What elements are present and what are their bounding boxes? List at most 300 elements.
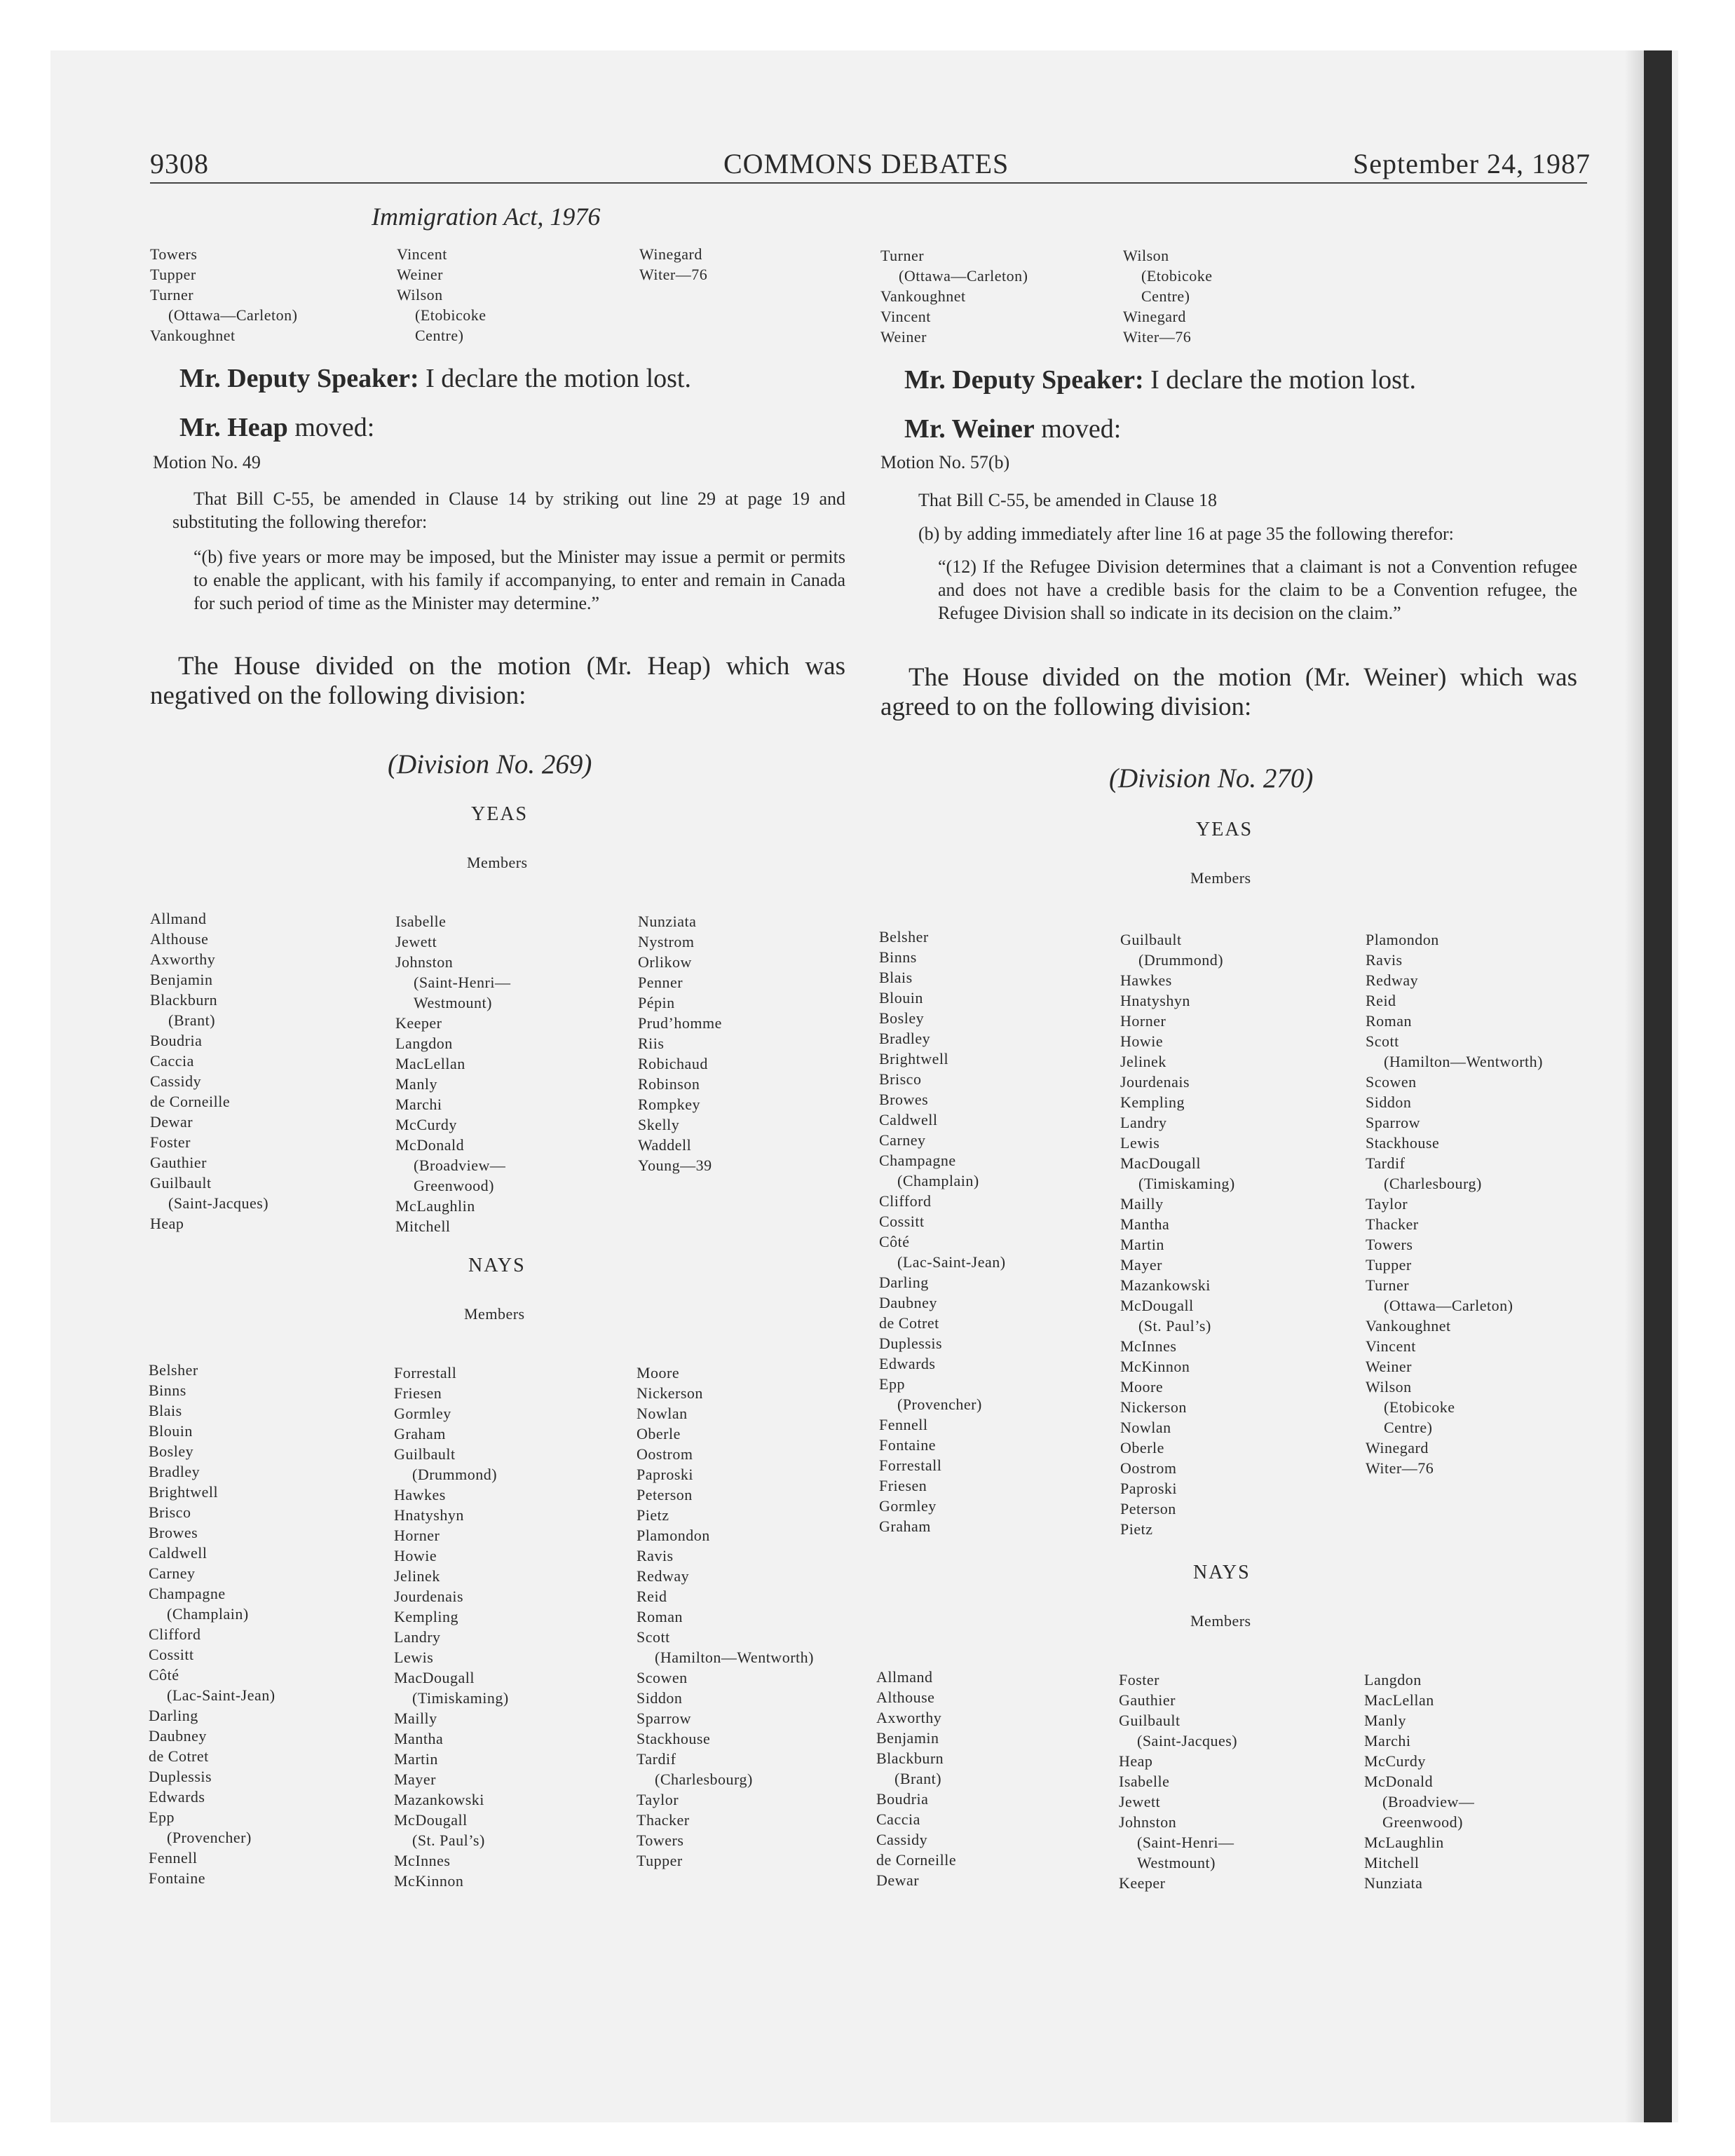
member-name: (Brant) (168, 1011, 216, 1029)
member-name: Browes (149, 1524, 198, 1541)
member-name: Centre) (1384, 1419, 1433, 1436)
member-name: Althouse (150, 930, 209, 948)
member-name: Jewett (1119, 1793, 1161, 1810)
member-name: Benjamin (150, 971, 213, 988)
member-name: Marchi (1364, 1732, 1411, 1749)
mover-text: moved: (287, 413, 375, 442)
member-name: Carney (149, 1564, 196, 1582)
member-name: Howie (1120, 1032, 1164, 1050)
member-name: Greenwood) (414, 1177, 494, 1194)
member-name: Blackburn (876, 1749, 944, 1767)
left-speaker-line (179, 363, 691, 394)
member-name: (Champlain) (897, 1172, 979, 1189)
member-name: Daubney (879, 1294, 937, 1311)
member-name: (Lac-Saint-Jean) (897, 1253, 1006, 1271)
member-name: Guilbault (1120, 931, 1182, 948)
member-name: Guilbault (394, 1445, 456, 1463)
member-name: Landry (394, 1628, 441, 1646)
member-name: Mitchell (395, 1217, 451, 1235)
member-name: Duplessis (149, 1768, 212, 1785)
member-name: MacLellan (1364, 1691, 1434, 1709)
member-name: Langdon (1364, 1671, 1422, 1688)
member-name: Ravis (637, 1547, 674, 1564)
member-name: Siddon (637, 1689, 683, 1707)
member-name: Reid (1366, 992, 1396, 1009)
member-name: Graham (394, 1425, 446, 1442)
member-name: Martin (1120, 1236, 1164, 1253)
member-name: Duplessis (879, 1335, 943, 1352)
member-name: McInnes (1120, 1337, 1177, 1355)
member-name: Forrestall (879, 1456, 942, 1474)
member-name: Lewis (1120, 1134, 1160, 1152)
member-name: McDougall (1120, 1297, 1194, 1314)
member-name: Pépin (638, 994, 675, 1011)
right-nays-col-2 (1119, 1670, 1237, 1893)
member-name: Dewar (150, 1113, 193, 1131)
member-name: Clifford (149, 1625, 201, 1643)
member-name: (Saint-Jacques) (168, 1194, 269, 1212)
member-name: Young—39 (638, 1157, 712, 1174)
member-name: Blais (149, 1402, 182, 1419)
member-name: Peterson (637, 1486, 693, 1503)
member-name: Riis (638, 1035, 665, 1052)
member-name: (Drummond) (412, 1466, 498, 1483)
member-name: Allmand (876, 1668, 933, 1686)
member-name: Tupper (637, 1852, 683, 1869)
member-name: Mantha (1120, 1215, 1170, 1233)
speaker-text: I declare the motion lost. (1143, 365, 1416, 395)
member-name: Rompkey (638, 1096, 701, 1113)
member-name: MacDougall (1120, 1154, 1201, 1172)
member-name: Vankoughnet (880, 287, 966, 305)
member-name: Friesen (879, 1477, 927, 1494)
member-name: Prud’homme (638, 1014, 722, 1032)
member-name: Taylor (637, 1791, 679, 1808)
member-name: Mazankowski (1120, 1276, 1211, 1294)
member-name: de Cotret (149, 1747, 209, 1765)
member-name: Mailly (1120, 1195, 1164, 1213)
member-name: (Ottawa—Carleton) (168, 306, 298, 324)
member-name: Landry (1120, 1114, 1167, 1131)
member-name: (Saint-Jacques) (1137, 1732, 1238, 1749)
member-name: (Lac-Saint-Jean) (167, 1686, 275, 1704)
member-name: Peterson (1120, 1500, 1176, 1517)
member-name: Reid (637, 1588, 667, 1605)
right-yeas-col-3 (1366, 929, 1543, 1478)
member-name: Centre) (1141, 287, 1190, 305)
member-name: Kempling (1120, 1093, 1185, 1111)
member-name: Siddon (1366, 1093, 1412, 1111)
member-name: Vincent (397, 245, 447, 263)
left-yeas-col-2 (395, 911, 510, 1236)
member-name: Friesen (394, 1384, 442, 1402)
left-yeas-heading: YEAS (471, 803, 529, 825)
member-name: Browes (879, 1091, 929, 1108)
member-name: Benjamin (876, 1729, 939, 1747)
member-name: Forrestall (394, 1364, 457, 1381)
member-name: Skelly (638, 1116, 680, 1133)
left-yeas-col-1 (150, 908, 268, 1234)
member-name: McDonald (1364, 1773, 1434, 1790)
member-name: Fontaine (879, 1436, 936, 1454)
member-name: Bradley (879, 1030, 931, 1047)
left-motion-text-2: “(b) five years or more may be imposed, but the Minister may issue a permit or permits to enable the applicant, with his family if accompanying, to enter and remain in Canada for such period of time as the Minister may determine.” (193, 547, 845, 613)
member-name: Johnston (1119, 1813, 1177, 1831)
member-name: Stackhouse (1366, 1134, 1440, 1152)
member-name: Greenwood) (1382, 1813, 1463, 1831)
right-mover-line (904, 414, 1121, 444)
member-name: Turner (880, 247, 925, 264)
mover-text: moved: (1034, 414, 1122, 444)
member-name: Thacker (637, 1811, 690, 1829)
left-top-col-3 (639, 244, 707, 285)
right-motion-text-3: “(12) If the Refugee Division determines that a claimant is not a Convention refugee and does not have a credible basis for the claim to be a Convention refugee, the Refugee Division shall so indicate in its decision on the claim.” (938, 557, 1577, 623)
member-name: Centre) (415, 327, 464, 344)
member-name: Mantha (394, 1730, 444, 1747)
left-nays-col-1 (149, 1360, 275, 1888)
member-name: Towers (637, 1831, 684, 1849)
left-top-col-2 (397, 244, 487, 346)
member-name: Gauthier (150, 1154, 207, 1171)
member-name: Jelinek (394, 1567, 440, 1585)
member-name: McKinnon (394, 1872, 464, 1890)
right-nays-heading: NAYS (1193, 1562, 1251, 1583)
member-name: Brightwell (149, 1483, 219, 1501)
member-name: (Ottawa—Carleton) (1384, 1297, 1513, 1314)
member-name: (Saint-Henri— (1137, 1834, 1234, 1851)
member-name: de Corneille (876, 1851, 957, 1869)
member-name: Nystrom (638, 933, 695, 950)
member-name: McInnes (394, 1852, 451, 1869)
running-title: COMMONS DEBATES (723, 148, 1009, 179)
member-name: McLaughlin (395, 1197, 475, 1215)
right-yeas-members-label: Members (1190, 869, 1251, 887)
member-name: Mayer (1120, 1256, 1162, 1274)
member-name: Belsher (879, 928, 929, 946)
member-name: (Brant) (894, 1770, 942, 1787)
member-name: Tardif (637, 1750, 676, 1768)
right-top-col-2 (1123, 245, 1213, 347)
member-name: (Timiskaming) (412, 1689, 509, 1707)
right-nays-members-label: Members (1190, 1612, 1251, 1630)
member-name: Towers (1366, 1236, 1413, 1253)
member-name: McDonald (395, 1136, 465, 1154)
member-name: Edwards (149, 1788, 205, 1806)
member-name: Paproski (637, 1466, 693, 1483)
member-name: Roman (1366, 1012, 1413, 1030)
member-name: MacDougall (394, 1669, 475, 1686)
member-name: Heap (1119, 1752, 1153, 1770)
member-name: Vincent (1366, 1337, 1416, 1355)
member-name: Fennell (149, 1849, 198, 1867)
member-name: Robinson (638, 1075, 700, 1093)
member-name: McDougall (394, 1811, 468, 1829)
member-name: (Provencher) (897, 1396, 982, 1413)
member-name: (St. Paul’s) (412, 1831, 485, 1849)
member-name: (Broadview— (1382, 1793, 1475, 1810)
right-motion-text-2: (b) by adding immediately after line 16 at page 35 the following therefor: (918, 524, 1454, 544)
member-name: Epp (149, 1808, 175, 1826)
member-name: MacLellan (395, 1055, 465, 1072)
member-name: Belsher (149, 1361, 198, 1379)
member-name: Guilbault (150, 1174, 212, 1192)
member-name: Nowlan (637, 1405, 688, 1422)
member-name: Jourdenais (394, 1588, 464, 1605)
right-top-col-1 (880, 245, 1028, 347)
member-name: Vankoughnet (1366, 1317, 1451, 1335)
member-name: Oberle (637, 1425, 681, 1442)
right-division-number: (Division No. 270) (1109, 763, 1314, 793)
member-name: Horner (394, 1527, 440, 1544)
member-name: Kempling (394, 1608, 458, 1625)
mover-name: Mr. Weiner (904, 414, 1035, 444)
member-name: Darling (879, 1274, 929, 1291)
header-rule (150, 182, 1587, 184)
member-name: (Etobicoke (1141, 267, 1213, 285)
right-yeas-col-2 (1120, 929, 1235, 1539)
member-name: Winegard (1366, 1439, 1429, 1456)
member-name: (Charlesbourg) (1384, 1175, 1482, 1192)
right-motion-text-1: That Bill C-55, be amended in Clause 18 (918, 490, 1218, 510)
member-name: Witer—76 (639, 266, 708, 283)
member-name: Turner (150, 286, 194, 303)
member-name: Daubney (149, 1727, 207, 1745)
member-name: Cassidy (876, 1831, 928, 1848)
member-name: Epp (879, 1375, 905, 1393)
member-name: Cassidy (150, 1072, 202, 1090)
member-name: Blackburn (150, 991, 218, 1009)
member-name: Lewis (394, 1649, 434, 1666)
member-name: Caldwell (879, 1111, 938, 1128)
member-name: Marchi (395, 1096, 442, 1113)
speaker-text: I declare the motion lost. (419, 364, 691, 393)
member-name: Horner (1120, 1012, 1166, 1030)
member-name: Weiner (1366, 1358, 1412, 1375)
member-name: Tupper (150, 266, 196, 283)
member-name: Orlikow (638, 953, 692, 971)
member-name: Edwards (879, 1355, 936, 1372)
left-nays-members-label: Members (464, 1305, 525, 1323)
member-name: Manly (1364, 1712, 1406, 1729)
member-name: Nunziata (638, 913, 697, 930)
member-name: Côté (149, 1666, 179, 1684)
member-name: Johnston (395, 953, 454, 971)
member-name: Clifford (879, 1192, 932, 1210)
member-name: Gauthier (1119, 1691, 1176, 1709)
member-name: Paproski (1120, 1480, 1177, 1497)
member-name: Isabelle (1119, 1773, 1170, 1790)
member-name: Tupper (1366, 1256, 1412, 1274)
member-name: (Ottawa—Carleton) (899, 267, 1028, 285)
member-name: Sparrow (1366, 1114, 1421, 1131)
member-name: Blouin (879, 989, 923, 1007)
left-nays-col-2 (394, 1363, 509, 1891)
member-name: Champagne (879, 1152, 956, 1169)
member-name: Foster (1119, 1671, 1159, 1688)
member-name: Caccia (150, 1052, 194, 1070)
member-name: Graham (879, 1517, 931, 1535)
member-name: Mailly (394, 1710, 437, 1727)
member-name: Oostrom (1120, 1459, 1177, 1477)
left-nays-col-3 (637, 1363, 814, 1871)
member-name: Carney (879, 1131, 926, 1149)
member-name: Pietz (637, 1506, 669, 1524)
member-name: McCurdy (1364, 1752, 1426, 1770)
member-name: Winegard (639, 245, 702, 263)
member-name: McLaughlin (1364, 1834, 1444, 1851)
member-name: Scott (637, 1628, 670, 1646)
member-name: Keeper (395, 1014, 442, 1032)
member-name: (Drummond) (1138, 951, 1224, 969)
member-name: Brightwell (879, 1050, 949, 1067)
left-motion-text-1: That Bill C-55, be amended in Clause 14 by striking out line 29 at page 19 and substituting the following therefor: (172, 489, 845, 532)
member-name: Redway (637, 1567, 690, 1585)
member-name: Bosley (879, 1009, 925, 1027)
member-name: Mitchell (1364, 1854, 1420, 1871)
member-name: Brisco (149, 1503, 191, 1521)
right-nays-col-1 (876, 1667, 956, 1890)
member-name: Scowen (637, 1669, 688, 1686)
left-yeas-col-3 (638, 911, 722, 1175)
member-name: Plamondon (637, 1527, 710, 1544)
member-name: Cossitt (149, 1646, 194, 1663)
member-name: Fontaine (149, 1869, 205, 1887)
mover-name: Mr. Heap (179, 413, 288, 442)
left-division-number: (Division No. 269) (388, 749, 592, 779)
member-name: Westmount) (414, 994, 492, 1011)
left-house-divided: The House divided on the motion (Mr. Heap) which was negatived on the following division: (150, 652, 845, 710)
member-name: (St. Paul’s) (1138, 1317, 1211, 1335)
member-name: Weiner (397, 266, 443, 283)
right-motion-number: Motion No. 57(b) (880, 452, 1010, 472)
member-name: Ravis (1366, 951, 1403, 969)
member-name: (Saint-Henri— (414, 974, 511, 991)
speaker-label: Mr. Deputy Speaker: (904, 365, 1144, 395)
member-name: Langdon (395, 1035, 453, 1052)
member-name: Weiner (880, 328, 927, 346)
member-name: Heap (150, 1215, 184, 1232)
member-name: Nickerson (1120, 1398, 1187, 1416)
member-name: Guilbault (1119, 1712, 1181, 1729)
member-name: Roman (637, 1608, 683, 1625)
left-nays-heading: NAYS (468, 1255, 526, 1276)
member-name: McCurdy (395, 1116, 457, 1133)
page-number: 9308 (150, 148, 209, 179)
member-name: Taylor (1366, 1195, 1408, 1213)
right-yeas-heading: YEAS (1196, 819, 1253, 840)
member-name: Bosley (149, 1442, 194, 1460)
member-name: Hnatyshyn (394, 1506, 464, 1524)
member-name: (Provencher) (167, 1829, 252, 1846)
member-name: Moore (1120, 1378, 1164, 1396)
member-name: Oberle (1120, 1439, 1164, 1456)
member-name: Isabelle (395, 913, 447, 930)
member-name: (Champlain) (167, 1605, 249, 1623)
member-name: Sparrow (637, 1710, 692, 1727)
left-yeas-members-label: Members (467, 854, 528, 871)
member-name: (Etobicoke (1384, 1398, 1455, 1416)
member-name: Pietz (1120, 1520, 1153, 1538)
member-name: Champagne (149, 1585, 226, 1602)
member-name: Oostrom (637, 1445, 693, 1463)
member-name: (Charlesbourg) (655, 1770, 753, 1788)
member-name: Binns (149, 1381, 186, 1399)
member-name: Hnatyshyn (1120, 992, 1190, 1009)
left-top-col-1 (150, 244, 297, 346)
member-name: Boudria (150, 1032, 203, 1049)
left-motion-number: Motion No. 49 (153, 452, 261, 472)
member-name: Jelinek (1120, 1053, 1166, 1070)
member-name: Vincent (880, 308, 931, 325)
member-name: Blouin (149, 1422, 193, 1440)
member-name: Nickerson (637, 1384, 703, 1402)
member-name: Nowlan (1120, 1419, 1171, 1436)
member-name: Howie (394, 1547, 437, 1564)
member-name: McKinnon (1120, 1358, 1190, 1375)
member-name: Nunziata (1364, 1874, 1423, 1892)
member-name: Fennell (879, 1416, 928, 1433)
member-name: Manly (395, 1075, 437, 1093)
member-name: Binns (879, 948, 917, 966)
member-name: Wilson (1123, 247, 1169, 264)
member-name: Darling (149, 1707, 198, 1724)
member-name: Turner (1366, 1276, 1410, 1294)
member-name: Axworthy (150, 950, 216, 968)
member-name: Mazankowski (394, 1791, 484, 1808)
member-name: Blais (879, 969, 913, 986)
member-name: Jourdenais (1120, 1073, 1190, 1091)
member-name: Plamondon (1366, 931, 1439, 948)
member-name: Keeper (1119, 1874, 1166, 1892)
right-yeas-col-1 (879, 927, 1006, 1536)
member-name: Waddell (638, 1136, 692, 1154)
member-name: Tardif (1366, 1154, 1406, 1172)
member-name: Allmand (150, 910, 207, 927)
right-nays-col-3 (1364, 1670, 1474, 1893)
member-name: Westmount) (1137, 1854, 1216, 1871)
member-name: Caldwell (149, 1544, 207, 1562)
member-name: Vankoughnet (150, 327, 236, 344)
member-name: Axworthy (876, 1709, 942, 1726)
member-name: de Corneille (150, 1093, 231, 1110)
member-name: (Etobicoke (415, 306, 487, 324)
member-name: Towers (150, 245, 198, 263)
member-name: (Broadview— (414, 1157, 506, 1174)
member-name: Dewar (876, 1871, 920, 1889)
member-name: Redway (1366, 971, 1419, 989)
right-speaker-line (904, 364, 1416, 395)
member-name: Wilson (1366, 1378, 1412, 1396)
member-name: Stackhouse (637, 1730, 711, 1747)
member-name: Gormley (879, 1497, 937, 1515)
member-name: Scowen (1366, 1073, 1417, 1091)
member-name: (Timiskaming) (1138, 1175, 1235, 1192)
member-name: Foster (150, 1133, 191, 1151)
member-name: Wilson (397, 286, 443, 303)
subject-heading: Immigration Act, 1976 (372, 203, 601, 231)
member-name: Winegard (1123, 308, 1186, 325)
member-name: Martin (394, 1750, 438, 1768)
member-name: Hawkes (1120, 971, 1172, 989)
member-name: Boudria (876, 1790, 929, 1808)
member-name: Brisco (879, 1070, 922, 1088)
member-name: Thacker (1366, 1215, 1419, 1233)
member-name: Moore (637, 1364, 680, 1381)
member-name: Witer—76 (1366, 1459, 1434, 1477)
member-name: Cossitt (879, 1213, 925, 1230)
member-name: Côté (879, 1233, 910, 1250)
member-name: Witer—76 (1123, 328, 1192, 346)
